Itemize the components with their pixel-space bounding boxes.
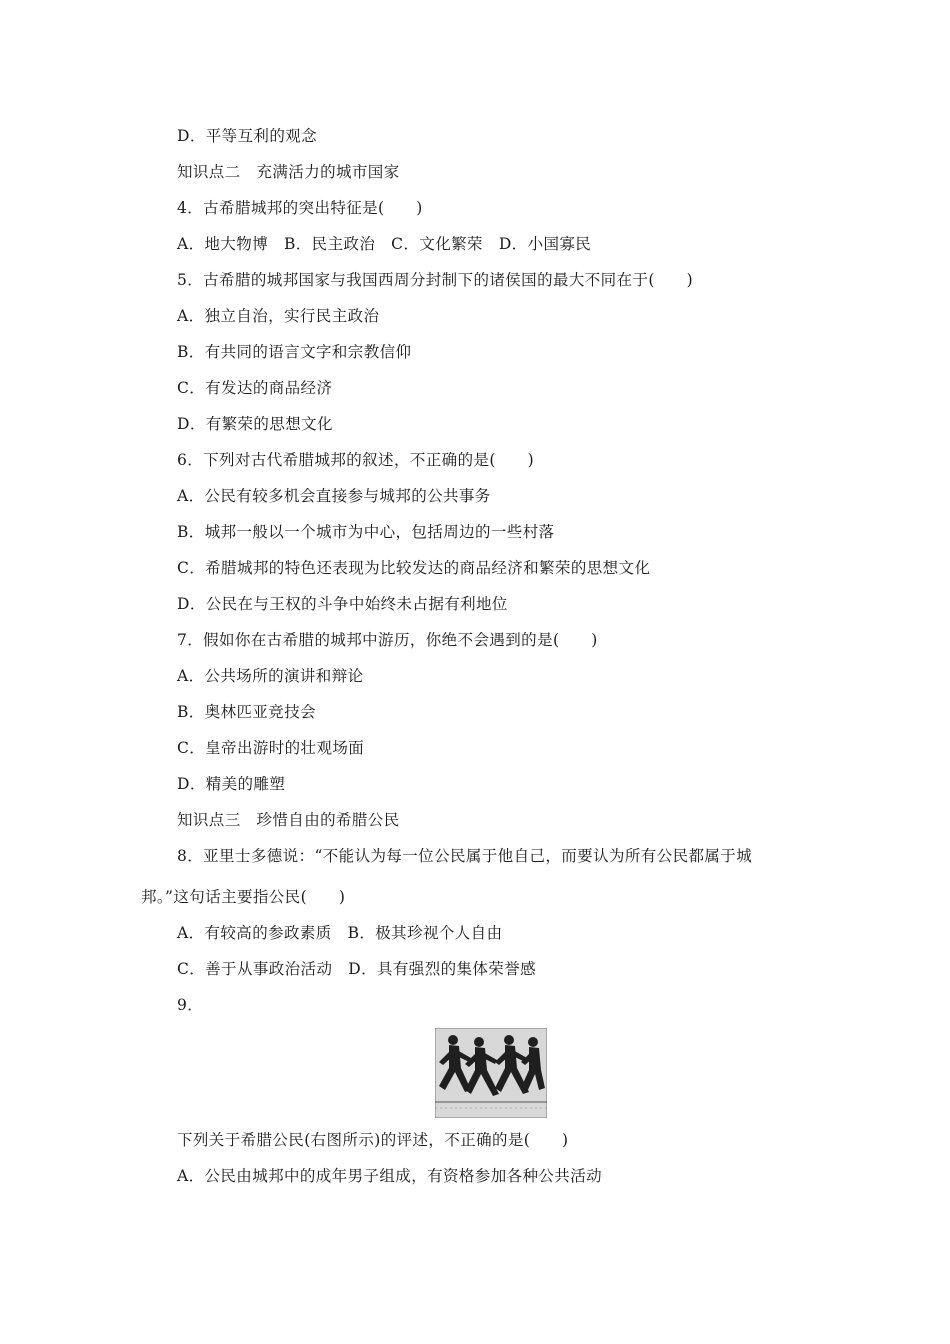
option-line: D．平等互利的观念 — [177, 127, 318, 145]
section-heading: 知识点二 充满活力的城市国家 — [177, 163, 400, 181]
question-6: 6．下列对古代希腊城邦的叙述，不正确的是( ) — [177, 451, 535, 469]
question-5-option-d: D．有繁荣的思想文化 — [177, 415, 333, 433]
question-5: 5．古希腊的城邦国家与我国西周分封制下的诸侯国的最大不同在于( ) — [177, 271, 694, 289]
question-6-option-c: C．希腊城邦的特色还表现为比较发达的商品经济和繁荣的思想文化 — [177, 559, 651, 577]
question-7-option-c: C．皇帝出游时的壮观场面 — [177, 739, 365, 757]
question-8-options-cd: C．善于从事政治活动 D．具有强烈的集体荣誉感 — [177, 960, 536, 978]
question-5-option-c: C．有发达的商品经济 — [177, 379, 333, 397]
question-9: 下列关于希腊公民(右图所示)的评述，不正确的是( ) — [177, 1131, 569, 1149]
question-4: 4．古希腊城邦的突出特征是( ) — [177, 199, 423, 217]
question-8-options-ab: A．有较高的参政素质 B．极其珍视个人自由 — [177, 924, 503, 942]
question-7: 7．假如你在古希腊的城邦中游历，你绝不会遇到的是( ) — [177, 631, 598, 649]
question-7-option-a: A．公共场所的演讲和辩论 — [177, 667, 364, 685]
question-5-option-b: B．有共同的语言文字和宗教信仰 — [177, 343, 412, 361]
question-6-option-a: A．公民有较多机会直接参与城邦的公共事务 — [177, 487, 491, 505]
question-8: 8．亚里士多德说：“不能认为每一位公民属于他自己，而要认为所有公民都属于城 — [177, 847, 753, 865]
greek-runners-image — [435, 1028, 547, 1118]
question-7-option-d: D．精美的雕塑 — [177, 775, 286, 793]
question-5-option-a: A．独立自治，实行民主政治 — [177, 307, 380, 325]
question-6-option-b: B．城邦一般以一个城市为中心，包括周边的一些村落 — [177, 523, 555, 541]
question-4-options: A．地大物博 B．民主政治 C．文化繁荣 D．小国寡民 — [177, 235, 592, 253]
question-9-option-a: A．公民由城邦中的成年男子组成，有资格参加各种公共活动 — [177, 1167, 602, 1185]
question-9-number: 9． — [177, 996, 204, 1014]
question-8-continued: 邦。”这句话主要指公民( ) — [141, 888, 346, 906]
section-heading: 知识点三 珍惜自由的希腊公民 — [177, 811, 400, 829]
question-7-option-b: B．奥林匹亚竞技会 — [177, 703, 316, 721]
question-6-option-d: D．公民在与王权的斗争中始终未占据有利地位 — [177, 595, 508, 613]
